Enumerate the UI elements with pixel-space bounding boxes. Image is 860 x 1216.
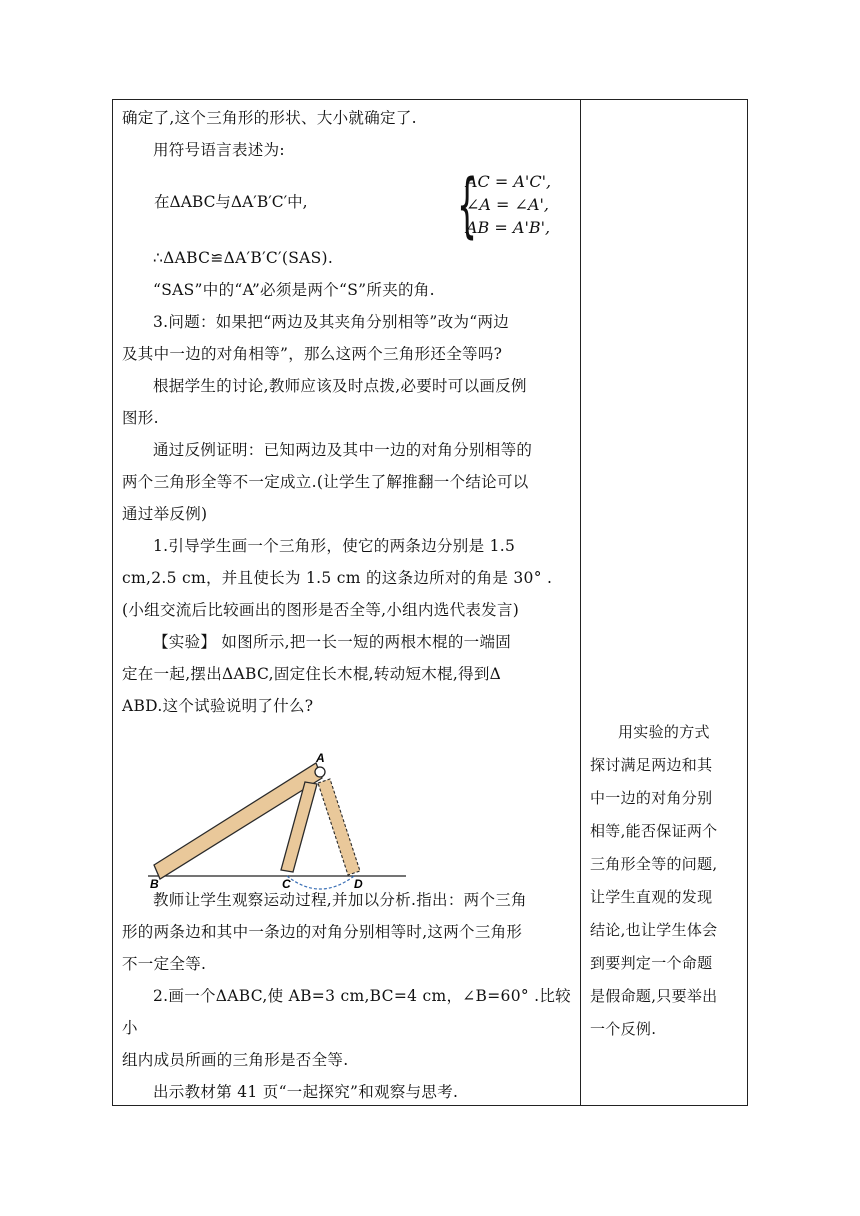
side-line: 用实验的方式	[618, 723, 710, 741]
text-line: 2.画一个ΔABC,使 AB=3 cm,BC=4 cm，∠B=60° .比较小	[122, 987, 571, 1037]
rotation-arc	[287, 876, 354, 889]
text-line: 两个三角形全等不一定成立.(让学生了解推翻一个结论可以	[122, 473, 529, 491]
equation-prefix: 在ΔABC与ΔA′B′C′中,	[154, 193, 308, 211]
text-line: 3.问题：如果把“两边及其夹角分别相等”改为“两边	[153, 313, 510, 331]
label-d: D	[354, 877, 363, 891]
short-stick-d	[318, 779, 360, 875]
text-line: 及其中一边的对角相等”，那么这两个三角形还全等吗?	[122, 345, 503, 363]
side-line: 结论,也让学生体会	[590, 921, 718, 939]
equation-line: ∠A = ∠A',	[466, 195, 549, 214]
text-line: 定在一起,摆出ΔABC,固定住长木棍,转动短木棍,得到Δ	[122, 665, 502, 683]
text-line: 根据学生的讨论,教师应该及时点拨,必要时可以画反例	[153, 377, 527, 395]
text-line: (小组交流后比较画出的图形是否全等,小组内选代表发言)	[122, 601, 520, 619]
side-line: 一个反例.	[590, 1020, 657, 1038]
side-line: 到要判定一个命题	[590, 954, 713, 972]
side-line: 三角形全等的问题,	[590, 855, 718, 873]
text-line: cm,2.5 cm，并且使长为 1.5 cm 的这条边所对的角是 30° .	[122, 569, 553, 587]
pivot-pin	[315, 767, 325, 777]
text-line: 【实验】 如图所示,把一长一短的两根木棍的一端固	[153, 633, 512, 651]
side-line: 中一边的对角分别	[590, 789, 713, 807]
column-divider	[580, 99, 581, 1106]
side-column	[590, 716, 740, 1046]
text-line: 图形.	[122, 409, 159, 427]
text-line: 确定了,这个三角形的形状、大小就确定了.	[122, 109, 417, 127]
main-column	[122, 102, 574, 1108]
text-line: 用符号语言表述为:	[153, 141, 285, 159]
text-line: 组内成员所画的三角形是否全等.	[122, 1051, 349, 1069]
side-line: 相等,能否保证两个	[590, 822, 718, 840]
text-line: 通过举反例)	[122, 505, 208, 523]
text-line: 形的两条边和其中一条边的对角分别相等时,这两个三角形	[122, 923, 523, 941]
equation-line: AC = A'C',	[466, 172, 552, 191]
side-line: 是假命题,只要举出	[590, 987, 718, 1005]
text-line: ABD.这个试验说明了什么?	[122, 697, 314, 715]
stick-triangle-figure	[148, 752, 410, 892]
label-c: C	[282, 877, 291, 891]
text-line: “SAS”中的“A”必须是两个“S”所夹的角.	[153, 281, 435, 299]
side-line: 让学生直观的发现	[590, 888, 713, 906]
side-line: 探讨满足两边和其	[590, 756, 713, 774]
label-a: A	[316, 752, 325, 765]
equation-line: AB = A'B',	[466, 218, 551, 237]
equation-system	[122, 164, 574, 246]
text-line: 出示教材第 41 页“一起探究”和观察与思考.	[153, 1083, 459, 1101]
text-line: 通过反例证明：已知两边及其中一边的对角分别相等的	[153, 441, 533, 459]
label-b: B	[150, 877, 159, 891]
text-line: 不一定全等.	[122, 955, 207, 973]
text-line: 教师让学生观察运动过程,并加以分析.指出：两个三角	[153, 891, 527, 909]
left-brace-glyph: {	[457, 164, 478, 246]
text-line: 1.引导学生画一个三角形，使它的两条边分别是 1.5	[153, 537, 516, 555]
text-line: ∴ΔABC≌ΔA′B′C′(SAS).	[153, 249, 334, 267]
